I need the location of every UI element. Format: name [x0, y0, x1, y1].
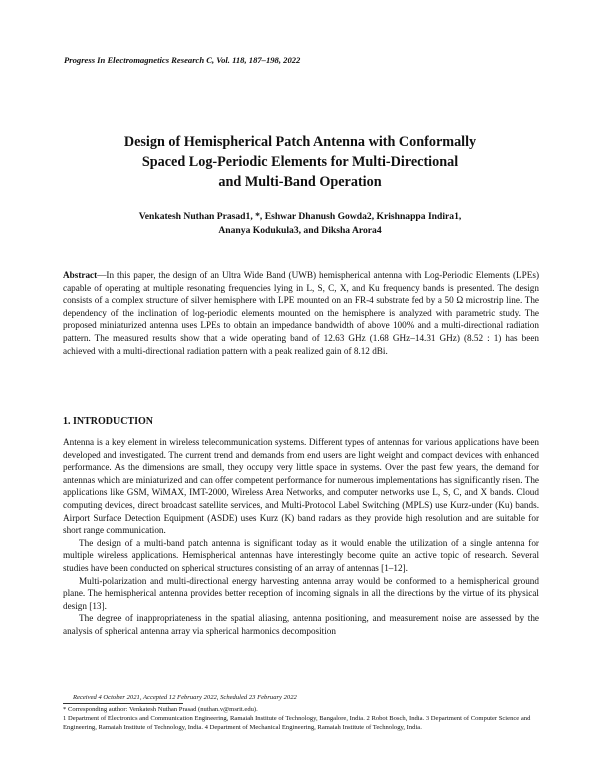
received-dates: Received 4 October 2021, Accepted 12 February 2022, Scheduled 23 February 2022	[73, 694, 297, 701]
paragraph: The design of a multi-band patch antenna is significant today as it would enable the utilization of a single antenna for multiple wireless applications. Hemispherical antennas have interestingly become quite an active topic of research. Several studies have been conducted on spherical structures consisting of an array of antennas [1–12].	[63, 537, 539, 573]
paragraph: Antenna is a key element in wireless telecommunication systems. Different types of antennas for various applications have been developed and investigated. The current trend and demands from end users are light weight and compact devices with enhanced performance. As the dimensions are small, they occupy very little space in systems. Over the past few years, the demand for antennas which are miniaturized and can offer competent performance for numerous implementations has significantly risen. The applications like GSM, WiMAX, IMT-2000, Wireless Area Networks, and computer networks use L, S, C, and X bands. Cloud computing devices, direct broadcast satellite services, and Multi-Protocol Label Switching (MPLS) use Kurz-under (Ku) bands. Airport Surface Detection Equipment (ASDE) uses Kurz (K) band radars as they provide high resolution and are suitable for short range communication.	[63, 437, 539, 536]
section-heading: 1. INTRODUCTION	[63, 416, 154, 427]
footnote-divider	[63, 703, 183, 704]
affiliations: 1 Department of Electronics and Communication Engineering, Ramaiah Institute of Technology, Bangalore, India. 2 Robot Bosch, India. 3 Department of Computer Science and Engineering, Ramaiah Institute of Technology, India. 4 Department of Mechanical Engineering, Ramaiah Institute of Technology, India.	[63, 715, 531, 731]
footnotes	[63, 693, 539, 732]
paragraph: Multi-polarization and multi-directional energy harvesting antenna array would be conformed to a hemispherical ground plane. The hemispherical antenna provides better reception of incoming signals in all the directions by the virtue of its physical design [13].	[63, 575, 539, 611]
author-line: Ananya Kodukula3, and Diksha Arora4	[218, 225, 382, 236]
body-text	[63, 436, 539, 638]
title-line: Spaced Log-Periodic Elements for Multi-Directional	[141, 154, 459, 170]
abstract-label: Abstract	[63, 270, 98, 280]
author-line: Venkatesh Nuthan Prasad1, *, Eshwar Dhanush Gowda2, Krishnappa Indira1,	[138, 211, 462, 222]
author-list	[40, 210, 560, 238]
title-line: Design of Hemispherical Patch Antenna with Conformally	[123, 134, 477, 150]
paragraph: The degree of inappropriateness in the spatial aliasing, antenna positioning, and measurement noise are assessed by the analysis of spherical antenna array via spherical harmonics decomposition	[63, 613, 539, 636]
abstract-text: —In this paper, the design of an Ultra Wide Band (UWB) hemispherical antenna with Log-Periodic Elements (LPEs) capable of operating at multiple resonating frequencies lying in L, S, C, X, and Ku frequency bands is presented. The design consists of a complex structure of silver hemisphere with LPE mounted on an FR-4 substrate fed by a 50 Ω microstrip line. The dependency of the inclination of log-periodic elements mounted on the hemisphere is analyzed with parametric study. The proposed miniaturized antenna uses LPEs to obtain an impedance bandwidth of above 100% and a multi-directional radiation pattern. The measured results show that a wide operating band of 12.63 GHz (1.68 GHz–14.31 GHz) (8.52 : 1) has been achieved with a multi-directional radiation pattern with a peak realized gain of 8.12 dBi.	[63, 270, 539, 356]
journal-header: Progress In Electromagnetics Research C, Vol. 118, 187–198, 2022	[64, 55, 301, 65]
abstract	[63, 269, 539, 357]
corresponding-author: * Corresponding author: Venkatesh Nuthan Prasad (nuthan.v@msrit.edu).	[63, 706, 258, 713]
paper-title	[60, 132, 540, 192]
title-line: and Multi-Band Operation	[218, 174, 382, 190]
